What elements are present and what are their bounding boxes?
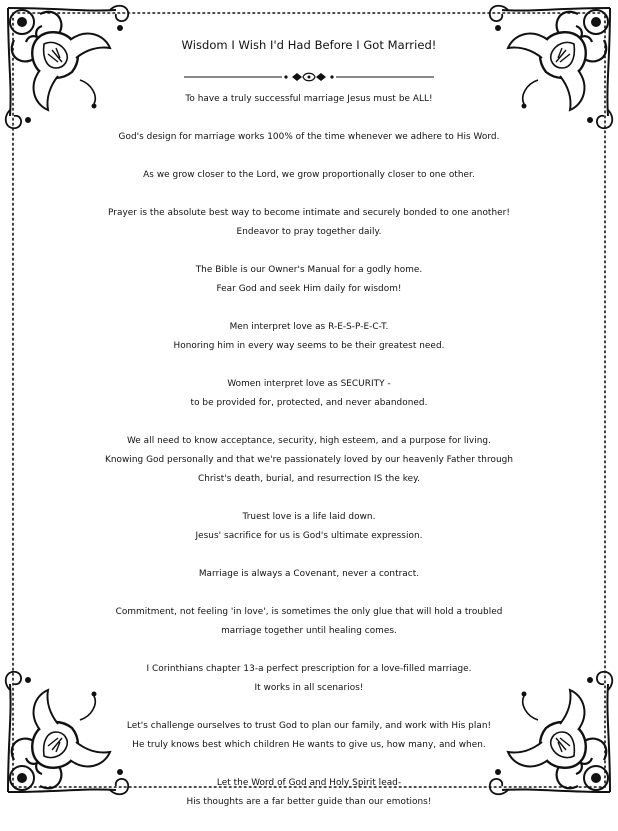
paragraph bbox=[30, 90, 588, 109]
paragraph bbox=[30, 261, 588, 299]
paragraph bbox=[30, 432, 588, 489]
paragraph-line: Let the Word of God and Holy Spirit lead- bbox=[216, 778, 402, 788]
paragraph bbox=[30, 603, 588, 641]
paragraph-line: Prayer is the absolute best way to become intimate and securely bonded to one another! bbox=[108, 208, 510, 218]
paragraph-line: God's design for marriage works 100% of the time whenever we adhere to His Word. bbox=[118, 132, 500, 142]
document-title: Wisdom I Wish I'd Had Before I Got Married! bbox=[181, 38, 437, 52]
paragraph-line: We all need to know acceptance, security, high esteem, and a purpose for living. bbox=[127, 436, 491, 446]
paragraph bbox=[30, 508, 588, 546]
paragraph-line: Honoring him in every way seems to be their greatest need. bbox=[173, 341, 445, 351]
paragraph bbox=[30, 166, 588, 185]
paragraph bbox=[30, 375, 588, 413]
paragraph-line: Christ's death, burial, and resurrection IS the key. bbox=[197, 474, 421, 484]
paragraph-line: Commitment, not feeling 'in love', is sometimes the only glue that will hold a troubled bbox=[115, 607, 503, 617]
paragraph bbox=[30, 660, 588, 698]
paragraph-line: Knowing God personally and that we're passionately loved by our heavenly Father through bbox=[105, 455, 513, 465]
diamond-flourish-divider-icon bbox=[184, 68, 434, 86]
paragraph bbox=[30, 204, 588, 242]
paragraph bbox=[30, 128, 588, 147]
title-divider bbox=[30, 68, 588, 86]
paragraph bbox=[30, 717, 588, 755]
paragraph-line: Fear God and seek Him daily for wisdom! bbox=[216, 284, 402, 294]
paragraph-line: to be provided for, protected, and never abandoned. bbox=[190, 398, 428, 408]
paragraph-line: It works in all scenarios! bbox=[254, 683, 364, 693]
paragraph-line: marriage together until healing comes. bbox=[221, 626, 397, 636]
paragraph-line: The Bible is our Owner's Manual for a godly home. bbox=[195, 265, 423, 275]
paragraph-line: Let's challenge ourselves to trust God to plan our family, and work with His plan! bbox=[126, 721, 492, 731]
paragraph bbox=[30, 318, 588, 356]
paragraph-line: His thoughts are a far better guide than our emotions! bbox=[186, 797, 432, 807]
paragraph bbox=[30, 565, 588, 584]
paragraph-line: Women interpret love as SECURITY - bbox=[227, 379, 391, 389]
document-body bbox=[30, 36, 588, 831]
paragraph-line: To have a truly successful marriage Jesus must be ALL! bbox=[185, 94, 433, 104]
paragraph-line: Marriage is always a Covenant, never a contract. bbox=[198, 569, 420, 579]
paragraph-line: I Corinthians chapter 13-a perfect prescription for a love-filled marriage. bbox=[146, 664, 472, 674]
paragraph-line: As we grow closer to the Lord, we grow proportionally closer to one other. bbox=[143, 170, 475, 180]
paragraph bbox=[30, 774, 588, 812]
paragraph-line: Jesus' sacrifice for us is God's ultimate expression. bbox=[195, 531, 423, 541]
paragraph-line: Men interpret love as R-E-S-P-E-C-T. bbox=[229, 322, 389, 332]
paragraph-line: He truly knows best which children He wants to give us, how many, and when. bbox=[132, 740, 486, 750]
paragraph-line: Truest love is a life laid down. bbox=[242, 512, 376, 522]
paragraph-line: Endeavor to pray together daily. bbox=[236, 227, 382, 237]
paragraph-list bbox=[30, 90, 588, 812]
